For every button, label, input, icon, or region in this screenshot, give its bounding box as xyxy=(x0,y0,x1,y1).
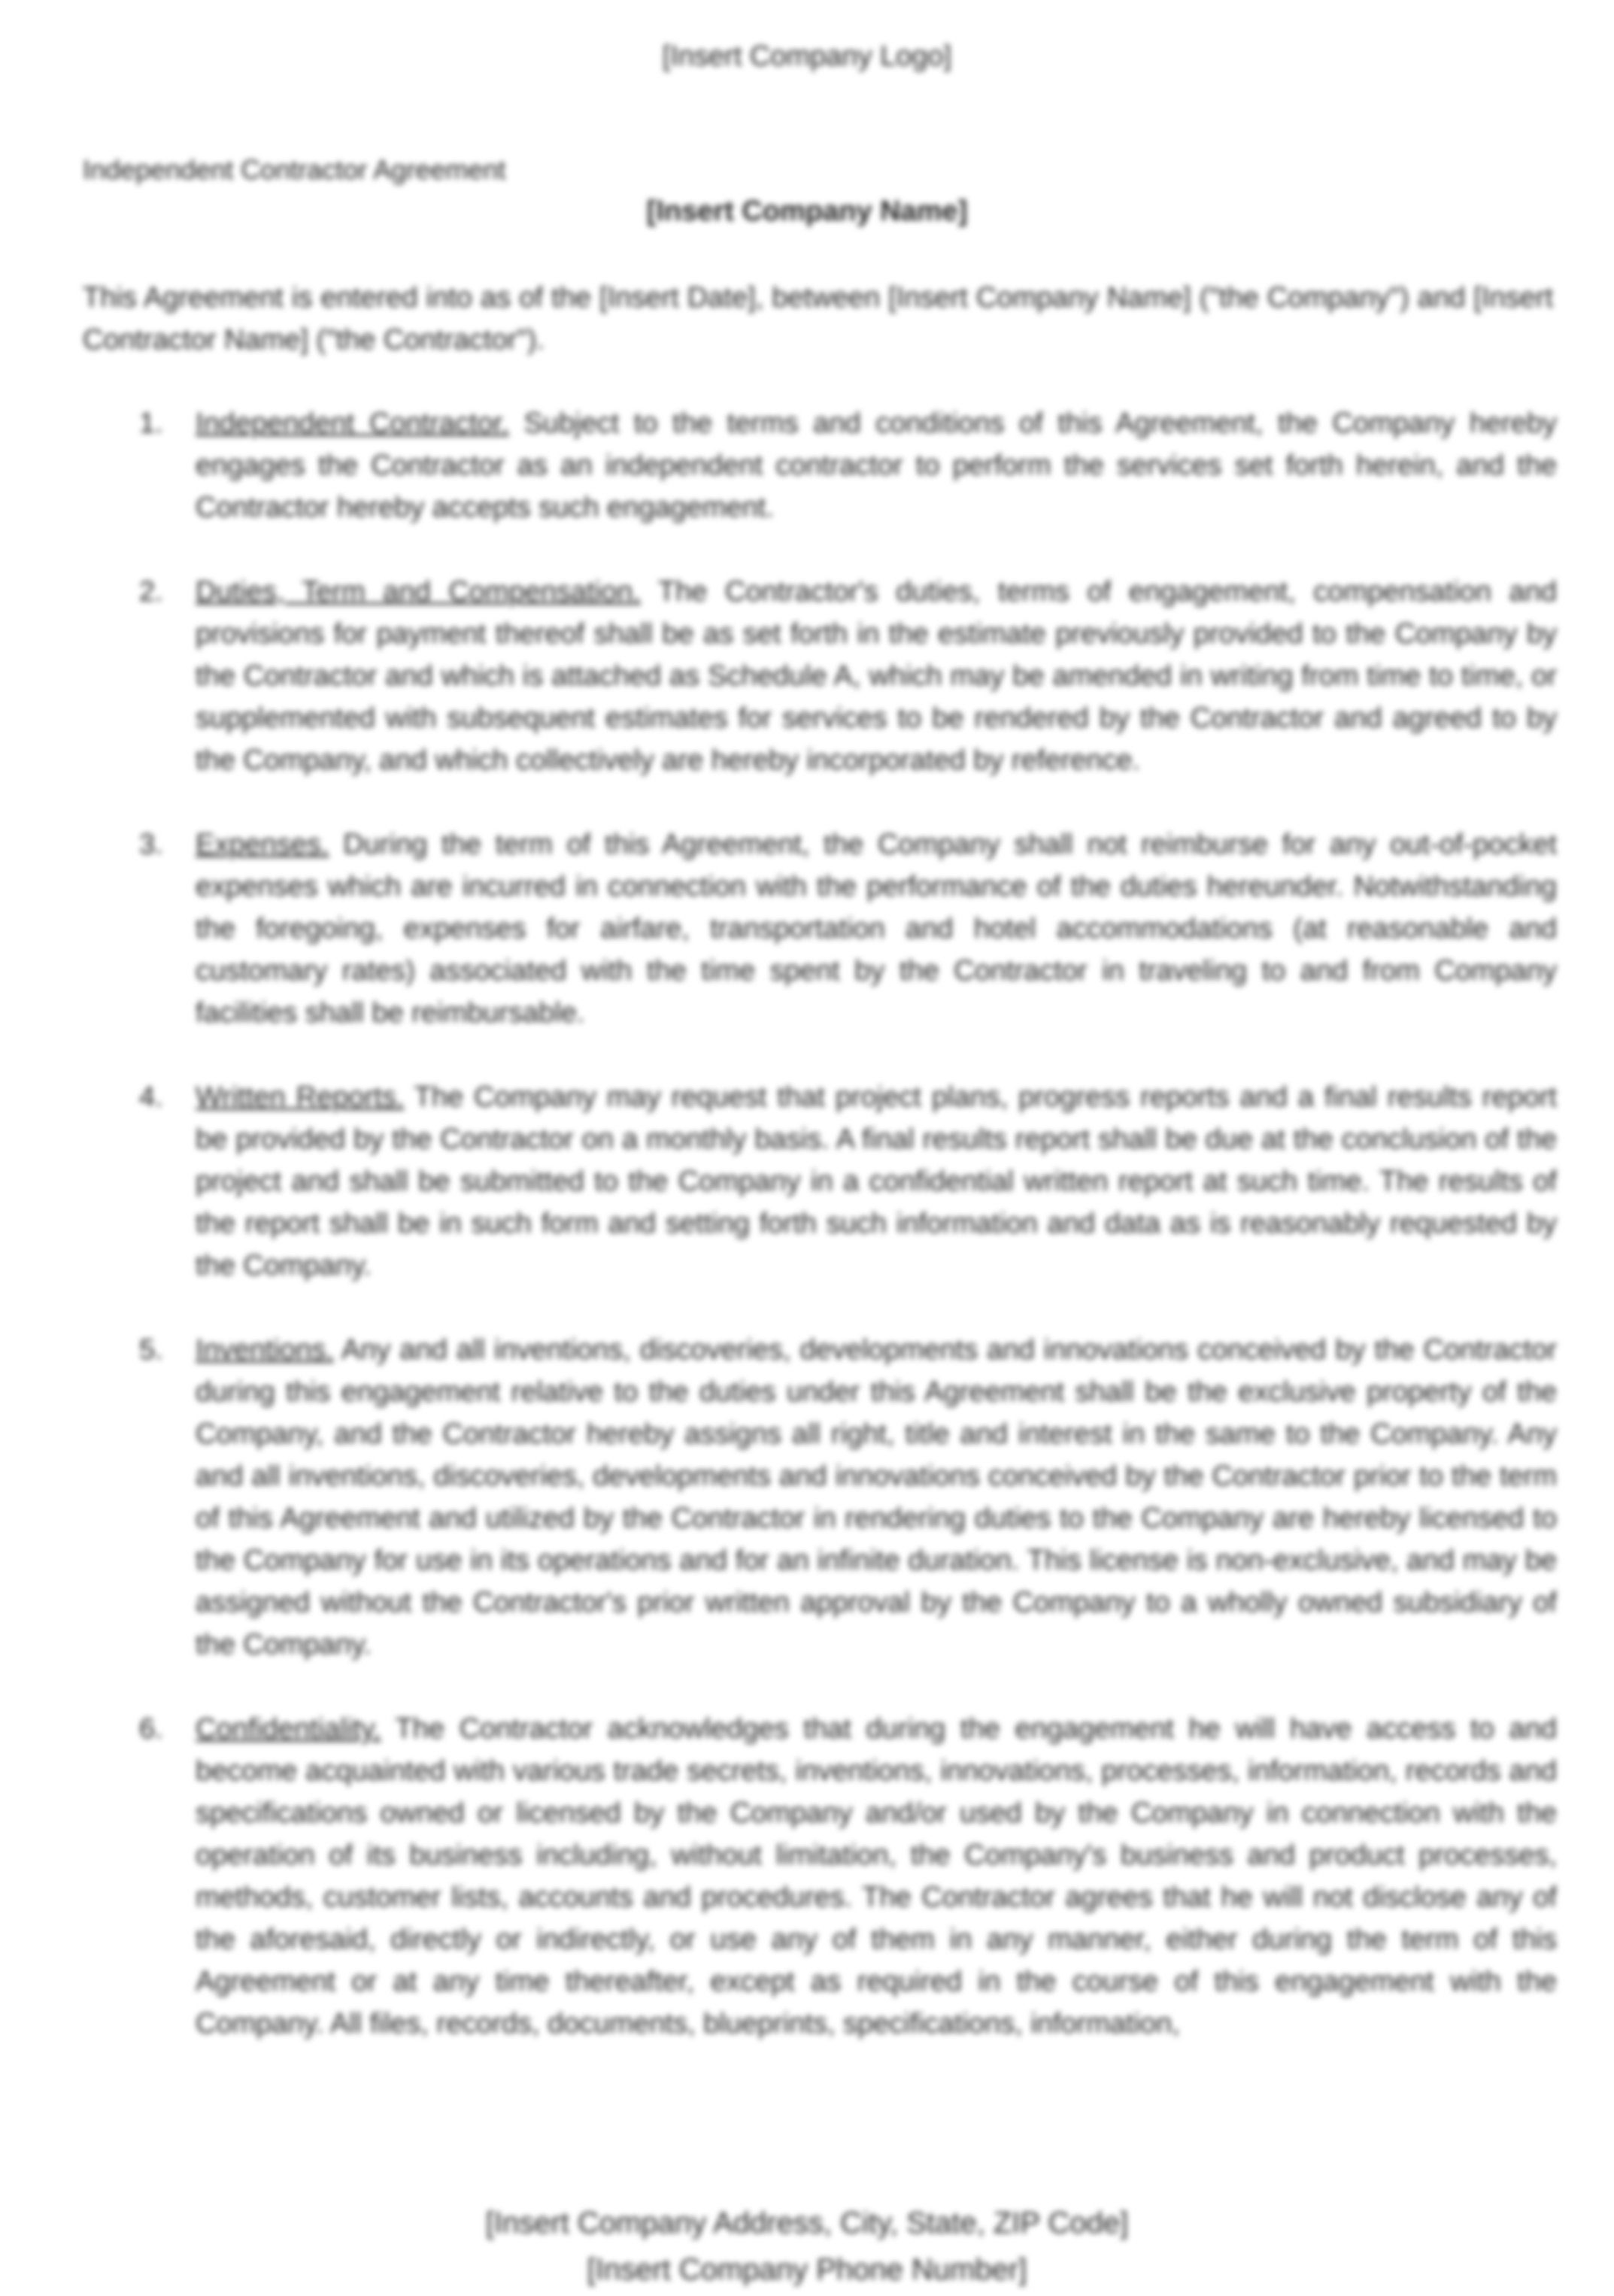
clause-text: The Company may request that project plans, progress reports and a final results report be provided by the Contractor on a monthly basis. A final results report shall be due at the conclusion of the project and shall be submitted to the Company in a confidential written report at such time. The results of the report shall be in such form and setting forth such information and data as is reasonably requested by the Company. xyxy=(196,1081,1557,1281)
clause-item xyxy=(139,571,1557,781)
clause-number: 3. xyxy=(139,829,163,860)
clause-item xyxy=(139,1076,1557,1287)
document-label: Independent Contractor Agreement xyxy=(83,154,506,185)
clause-item xyxy=(139,823,1557,1034)
clause-number: 5. xyxy=(139,1334,163,1366)
company-name-heading: [Insert Company Name] xyxy=(646,196,968,227)
intro-paragraph: This Agreement is entered into as of the [Insert Date], between [Insert Company Name] ("the Company") and [Insert Contractor Name] ("the Contractor"). xyxy=(83,282,1553,356)
clause-text: Any and all inventions, discoveries, developments and innovations conceived by the Contractor during this engagement relative to the duties under this Agreement shall be the exclusive property of the Company, and the Contractor hereby assigns all right, title and interest in the same to the Company. Any and all inventions, discoveries, developments and innovations conceived by the Contractor prior to the term of this Agreement and utilized by the Contractor in rendering duties to the Company are hereby licensed to the Company for use in its operations and for an infinite duration. This license is non-exclusive, and may be assigned without the Contractor's prior written approval by the Company to a wholly owned subsidiary of the Company. xyxy=(196,1334,1557,1661)
footer-address: [Insert Company Address, City, State, ZIP Code] xyxy=(485,2207,1129,2240)
clause-number: 6. xyxy=(139,1713,163,1745)
clause-heading: Written Reports. xyxy=(196,1081,405,1113)
footer-phone: [Insert Company Phone Number] xyxy=(587,2253,1027,2286)
clause-heading: Inventions. xyxy=(196,1334,334,1366)
clause-list xyxy=(0,402,1614,2087)
clause-item xyxy=(139,1329,1557,1666)
clause-heading: Independent Contractor. xyxy=(196,408,509,439)
clause-number: 2. xyxy=(139,576,163,608)
clause-heading: Expenses. xyxy=(196,829,329,860)
clause-text: The Contractor's duties, terms of engagement, compensation and provisions for payment thereof shall be as set forth in the estimate previously provided to the Company by the Contractor and which is attached as Schedule A, which may be amended in writing from time to time, or supplemented with subsequent estimates for services to be rendered by the Contractor and agreed to by the Company, and which collectively are hereby incorporated by reference. xyxy=(196,576,1557,776)
clause-item xyxy=(139,402,1558,529)
clause-text: Subject to the terms and conditions of this Agreement, the Company hereby engages the Contractor as an independent contractor to perform the services set forth herein, and the Contractor hereby accepts such engagement. xyxy=(196,408,1558,523)
clause-heading: Duties, Term and Compensation. xyxy=(196,576,641,608)
clause-text: The Contractor acknowledges that during the engagement he will have access to and become acquainted with various trade secrets, inventions, innovations, processes, information, records and specifications owned or licensed by the Company and/or used by the Company in connection with the operation of its business including, without limitation, the Company's business and product processes, methods, customer lists, accounts and procedures. The Contractor agrees that he will not disclose any of the aforesaid, directly or indirectly, or use any of them in any manner, either during the term of this Agreement or at any time thereafter, except as required in the course of this engagement with the Company. All files, records, documents, blueprints, specifications, information, xyxy=(196,1713,1557,2040)
clause-text: During the term of this Agreement, the Company shall not reimburse for any out-of-pocket expenses which are incurred in connection with the performance of the duties hereunder. Notwithstanding the foregoing, expenses for airfare, transportation and hotel accommodations (at reasonable and customary rates) associated with the time spent by the Contractor in traveling to and from Company facilities shall be reimbursable. xyxy=(196,829,1557,1029)
clause-number: 4. xyxy=(139,1081,163,1113)
company-logo-placeholder: [Insert Company Logo] xyxy=(662,41,952,72)
clause-number: 1. xyxy=(139,408,163,439)
clause-heading: Confidentiality. xyxy=(196,1713,381,1745)
clause-item xyxy=(139,1708,1557,2045)
